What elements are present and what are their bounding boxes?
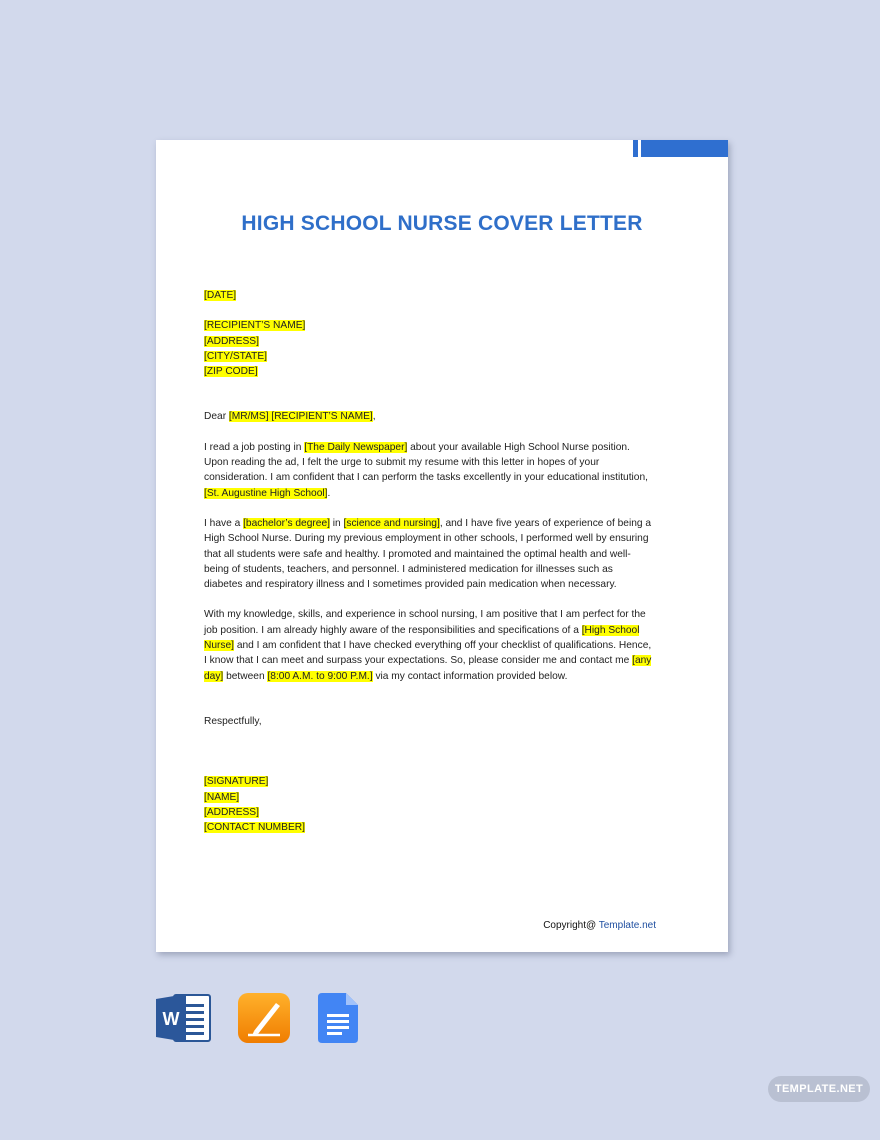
copyright-prefix: Copyright@ xyxy=(543,920,599,931)
placeholder-highlight: [bachelor’s degree] xyxy=(243,517,330,529)
recipient-line xyxy=(204,318,654,333)
signature-line xyxy=(204,774,654,789)
svg-text:W: W xyxy=(162,1009,180,1029)
document-title: HIGH SCHOOL NURSE COVER LETTER xyxy=(241,212,643,235)
placeholder-highlight: [science and nursing] xyxy=(343,517,440,529)
salutation-prefix: Dear xyxy=(204,411,229,423)
paragraph-text: , and I have five years of experience of being a High School Nurse. During my previous employment in other schools, I performed well by ensuring that all students were safe and healthy. I promoted and maintained the optimal health and well-being of students, teachers, and personnel. I administered medication for illnesses such as diabetes and respiratory illness and I sometimes provided pain medication when necessary. xyxy=(204,517,652,591)
paragraph-text: I read a job posting in xyxy=(204,441,305,453)
signature-block xyxy=(204,774,654,835)
paragraph-2 xyxy=(204,516,654,592)
google-docs-icon[interactable] xyxy=(318,993,358,1043)
signature-line xyxy=(204,790,654,805)
recipient-line xyxy=(204,334,654,349)
corner-accent-stripe xyxy=(633,140,638,157)
copyright-notice xyxy=(543,920,656,931)
recipient-name: [RECIPIENT’S NAME] xyxy=(204,320,306,332)
paragraph-text: about your available High School Nurse position. Upon reading the ad, I felt the urge to submit my resume with this letter in hopes of your consideration. I am confident that I can perform the tasks excellently in your educational institution, xyxy=(204,441,648,484)
microsoft-word-icon[interactable] xyxy=(156,993,212,1043)
paragraph-text: between xyxy=(223,670,268,682)
placeholder-highlight: [8:00 A.M. to 9:00 P.M.] xyxy=(267,670,373,682)
paragraph-text: and I am confident that I have checked everything off your checklist of qualifications. Hence, I know that I can meet and surpass your expectations. So, please consider me and contact me xyxy=(204,640,652,667)
signature-address: [ADDRESS] xyxy=(204,806,259,818)
signature-line xyxy=(204,805,654,820)
corner-accent-bar xyxy=(641,140,728,157)
salutation xyxy=(204,409,654,424)
placeholder-highlight: [The Daily Newspaper] xyxy=(304,441,408,453)
signature-name: [NAME] xyxy=(204,791,240,803)
recipient-city-state: [CITY/STATE] xyxy=(204,350,268,362)
document-page xyxy=(156,140,728,952)
placeholder-highlight: [any day] xyxy=(204,655,652,682)
date-placeholder: [DATE] xyxy=(204,290,237,301)
paragraph-text: . xyxy=(327,487,331,499)
recipient-line xyxy=(204,349,654,364)
paragraph-3 xyxy=(204,607,654,683)
apple-pages-icon[interactable] xyxy=(238,993,290,1043)
closing: Respectfully, xyxy=(204,715,262,727)
copyright-brand: Template.net xyxy=(598,920,656,931)
paragraph-text: in xyxy=(329,517,344,529)
recipient-line xyxy=(204,364,654,379)
paragraph-text: via my contact information provided below. xyxy=(372,670,568,682)
placeholder-highlight: [High School Nurse] xyxy=(204,624,640,652)
recipient-block xyxy=(204,318,654,379)
placeholder-highlight: [St. Augustine High School] xyxy=(204,487,328,499)
paragraph-1 xyxy=(204,440,654,501)
recipient-zip: [ZIP CODE] xyxy=(204,366,258,378)
signature-placeholder: [SIGNATURE] xyxy=(204,776,269,788)
signature-line xyxy=(204,820,654,835)
paragraph-text: I have a xyxy=(204,517,244,529)
salutation-placeholder: [MR/MS] [RECIPIENT’S NAME] xyxy=(228,411,373,423)
recipient-address: [ADDRESS] xyxy=(204,335,259,347)
date-line xyxy=(204,288,654,303)
template-net-badge[interactable]: TEMPLATE.NET xyxy=(768,1076,870,1102)
salutation-suffix: , xyxy=(372,411,376,423)
signature-contact: [CONTACT NUMBER] xyxy=(204,822,305,834)
paragraph-text: With my knowledge, skills, and experience in school nursing, I am positive that I am perfect for the job position. I am already highly aware of the responsibilities and specifications of a xyxy=(204,609,646,636)
letter-body xyxy=(204,288,654,835)
